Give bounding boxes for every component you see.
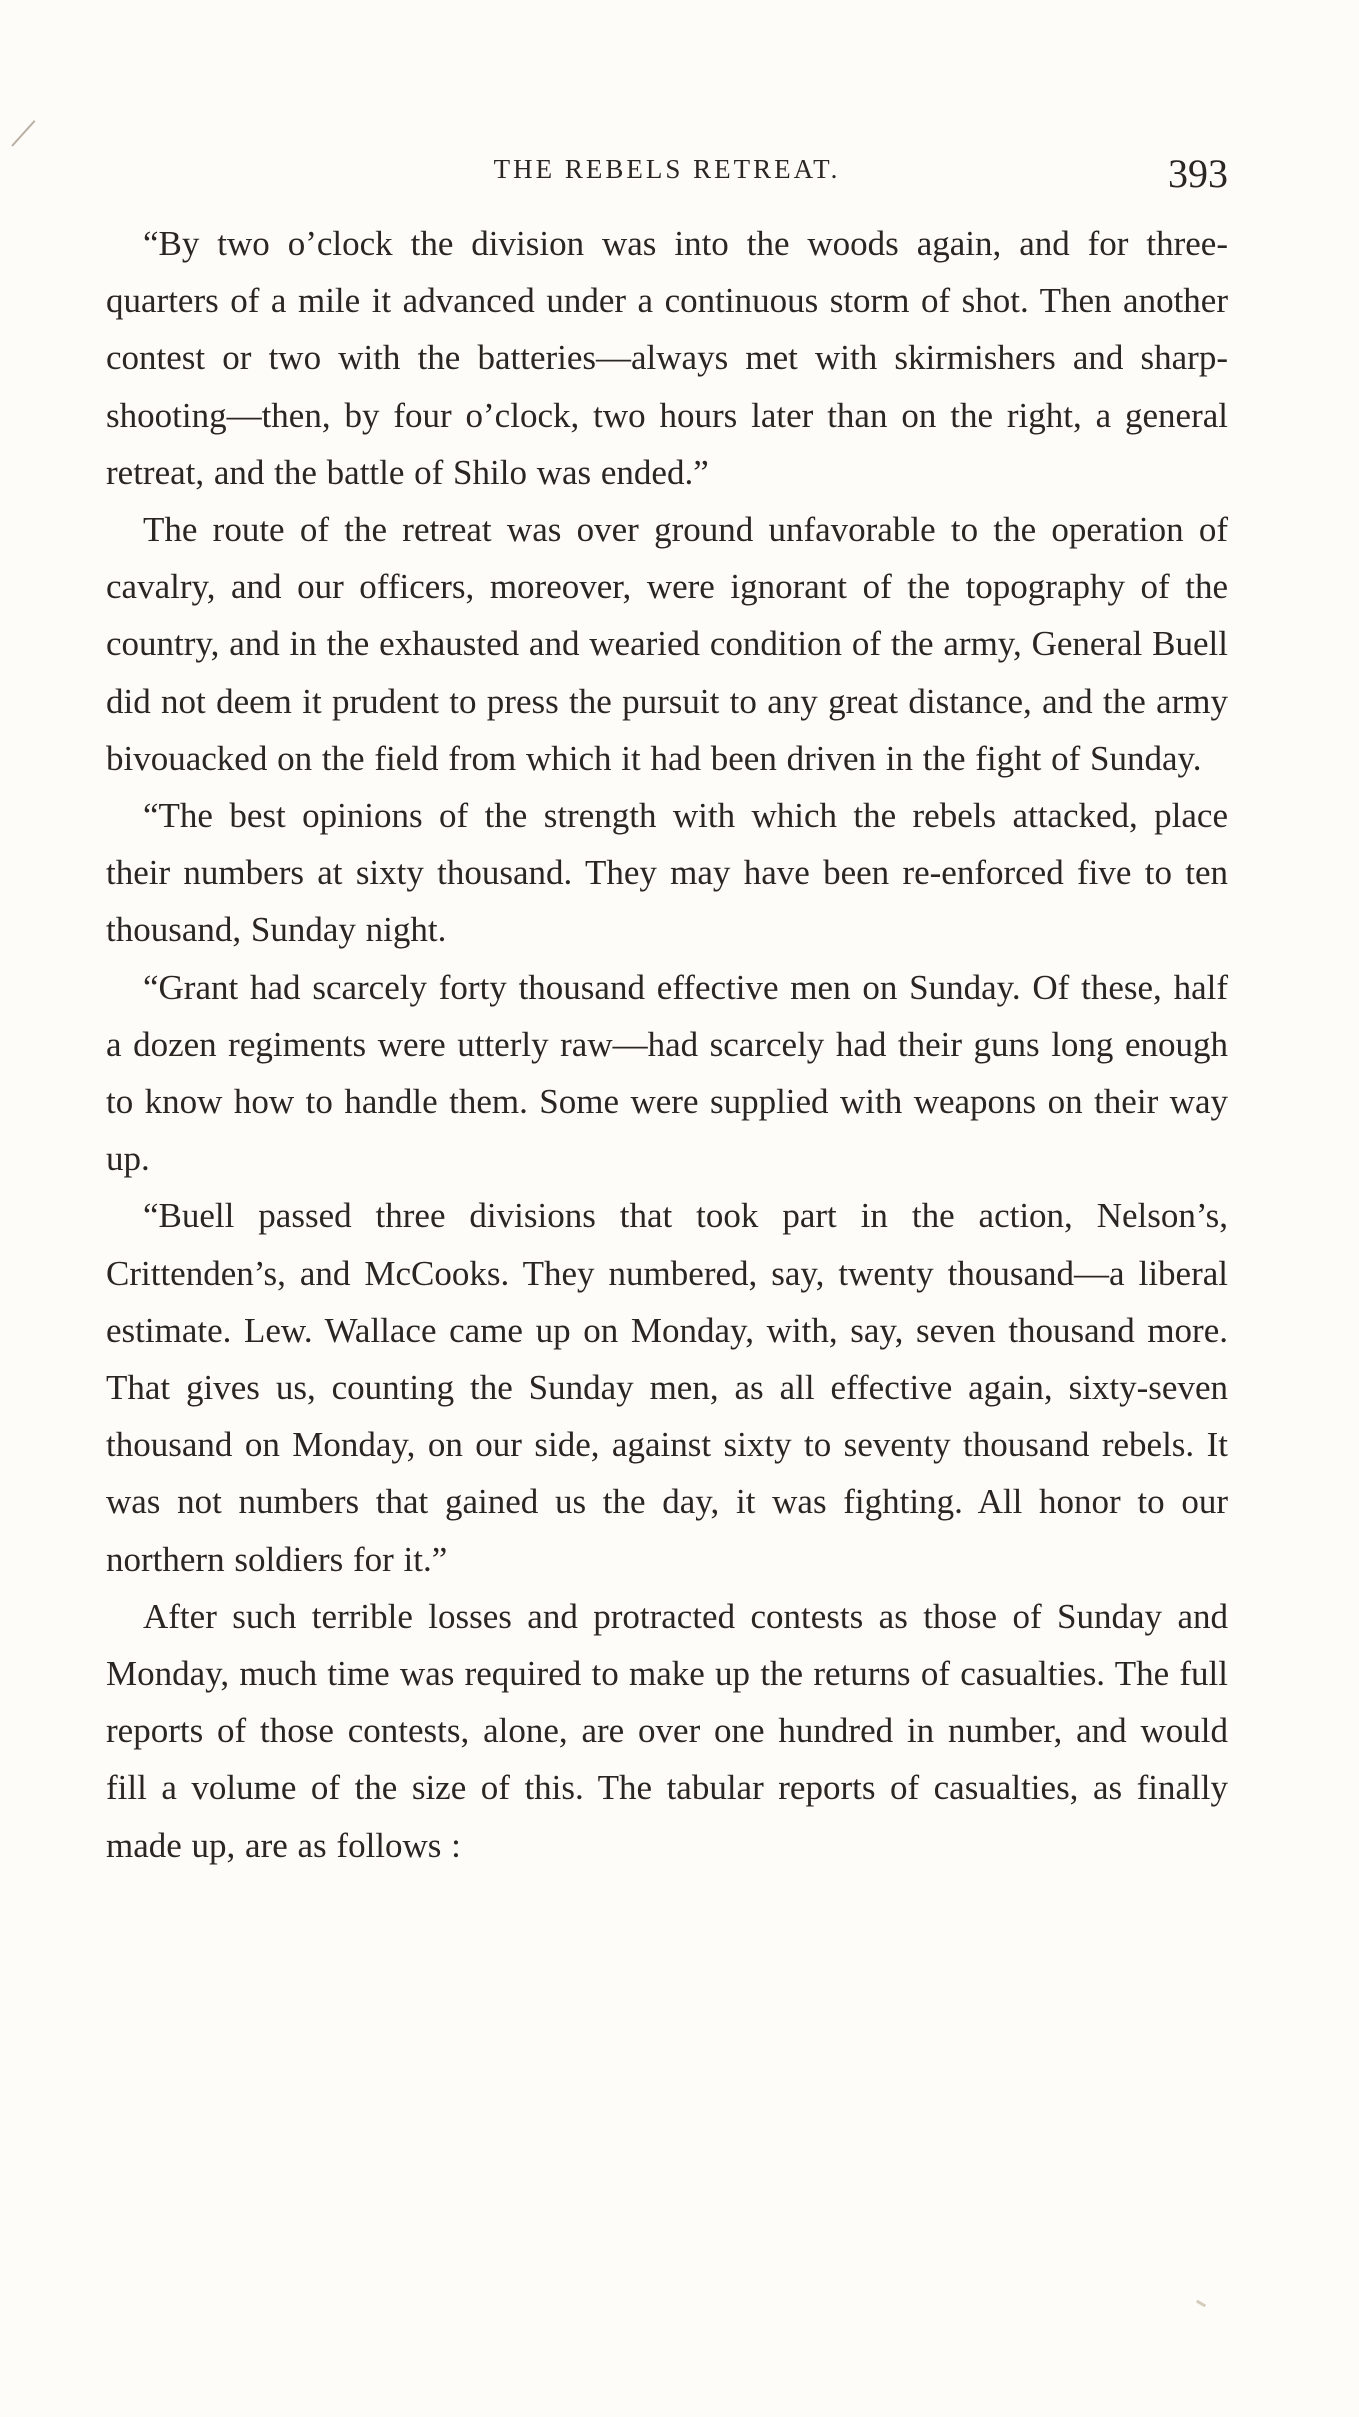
paper-speck <box>1196 2300 1206 2308</box>
page-header <box>106 150 1228 198</box>
paragraph: The route of the retreat was over ground unfavorable to the operation of cavalry, and our officers, moreover, were ignorant of the topography of the country, and in the exhausted and wearied condition of the army, General Buell did not deem it prudent to press the pursuit to any great distance, and the army bivouacked on the field from which it had been driven in the fight of Sunday. <box>106 510 1228 778</box>
paragraph: “Grant had scarcely forty thousand effective men on Sunday. Of these, half a dozen regiments were utterly raw—had scarcely had their guns long enough to know how to handle them. Some were supplied with weapons on their way up. <box>106 967 1228 1179</box>
paragraph: “Buell passed three divisions that took part in the action, Nelson’s, Crittenden’s, and McCooks. They numbered, say, twenty thousand—a liberal estimate. Lew. Wallace came up on Monday, with, say, seven thousand more. That gives us, counting the Sunday men, as all effective again, sixty-seven thousand on Monday, on our side, against sixty to seventy thousand rebels. It was not numbers that gained us the day, it was fighting. All honor to our northern soldiers for it.” <box>106 1196 1228 1579</box>
page-number: 393 <box>1168 151 1228 196</box>
paragraph: “The best opinions of the strength with which the rebels attacked, place their numbers at sixty thousand. They may have been re-enforced five to ten thousand, Sunday night. <box>106 796 1228 950</box>
body-text <box>106 215 1228 1874</box>
pencil-mark <box>11 120 35 147</box>
paragraph: After such terrible losses and protracted contests as those of Sunday and Monday, much time was required to make up the returns of casualties. The full reports of those contests, alone, are over one hundred in number, and would fill a volume of the size of this. The tabular reports of casualties, as finally made up, are as follows : <box>106 1596 1228 1865</box>
running-title: THE REBELS RETREAT. <box>493 154 841 184</box>
paragraph: “By two o’clock the division was into the woods again, and for three-quarters of a mile it advanced under a continuous storm of shot. Then another contest or two with the batteries—always met with skirmishers and sharp-shooting—then, by four o’clock, two hours later than on the right, a general retreat, and the battle of Shilo was ended.” <box>106 224 1228 492</box>
